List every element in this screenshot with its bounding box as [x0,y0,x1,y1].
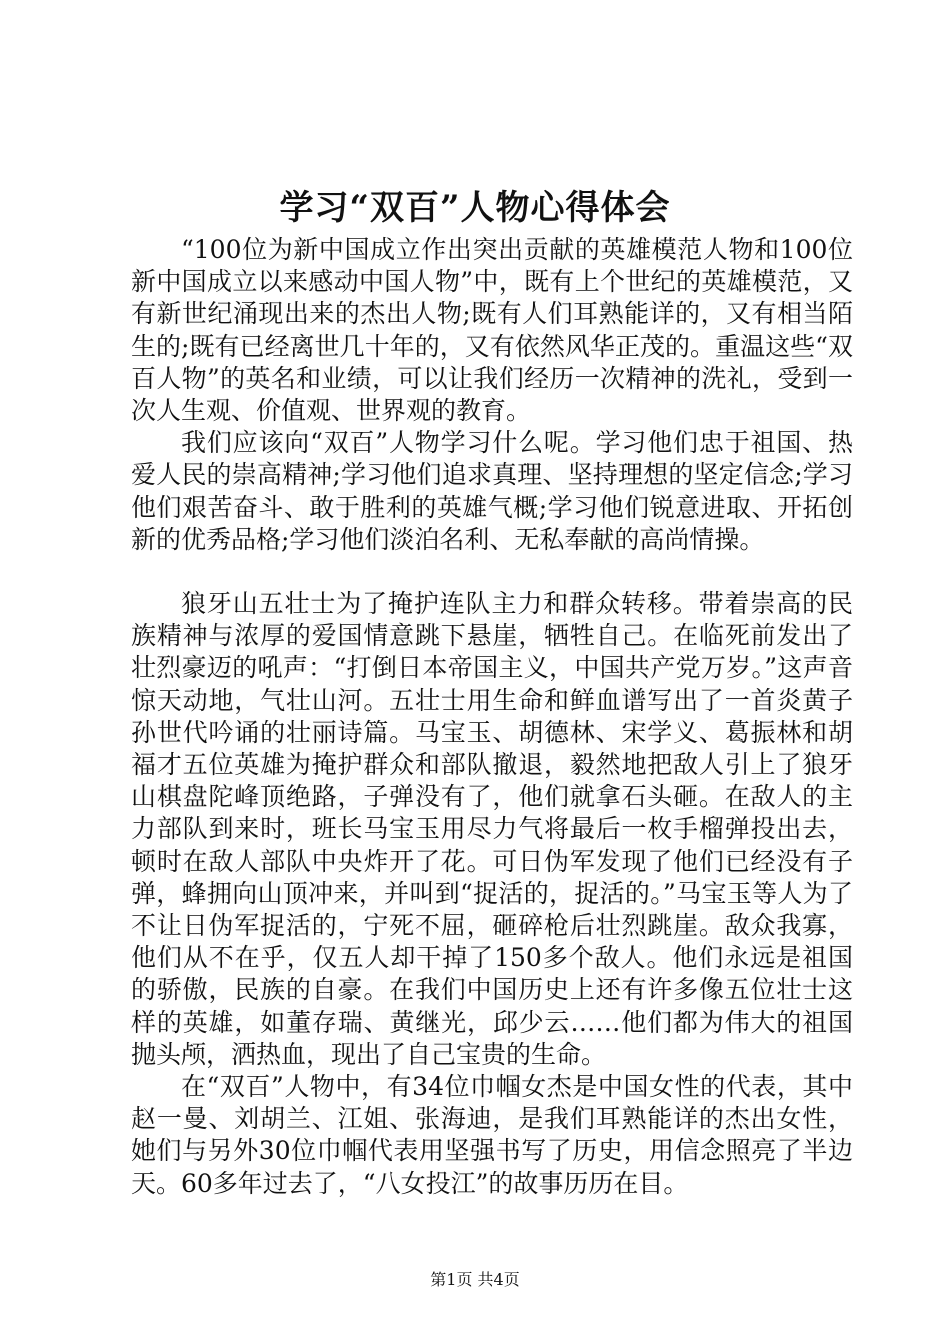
paragraph-langya-mountain: 狼牙山五壮士为了掩护连队主力和群众转移。带着崇高的民族精神与浓厚的爱国情意跳下悬崖，牺牲自己。在临死前发出了壮烈豪迈的吼声：“打倒日本帝国主义，中国共产党万岁。”这声音惊天动地，气壮山河。五壮士用生命和鲜血谱写出了一首炎黄子孙世代吟诵的壮丽诗篇。马宝玉、胡德林、宋学义、葛振林和胡福才五位英雄为掩护群众和部队撤退，毅然地把敌人引上了狼牙山棋盘陀峰顶绝路，子弹没有了，他们就拿石头砸。在敌人的主力部队到来时，班长马宝玉用尽力气将最后一枚手榴弹投出去，顿时在敌人部队中央炸开了花。可日伪军发现了他们已经没有子弹，蜂拥向山顶冲来，并叫到“捉活的，捉活的。”马宝玉等人为了不让日伪军捉活的，宁死不屈，砸碎枪后壮烈跳崖。敌众我寡，他们从不在乎，仅五人却干掉了150多个敌人。他们永远是祖国的骄傲，民族的自豪。在我们中国历史上还有许多像五位壮士这样的英雄，如董存瑞、黄继光，邱少云……他们都为伟大的祖国抛头颅，洒热血，现出了自己宝贵的生命。 [131,589,853,1069]
paragraph-intro: “100位为新中国成立作出突出贡献的英雄模范人物和100位新中国成立以来感动中国人物”中，既有上个世纪的英雄模范，又有新世纪涌现出来的杰出人物;既有人们耳熟能详的，又有相当陌生的;既有已经离世几十年的，又有依然风华正茂的。重温这些“双百人物”的英名和业绩，可以让我们经历一次精神的洗礼，受到一次人生观、价值观、世界观的教育。 [131,235,853,426]
page-title: 学习“双百”人物心得体会 [279,188,671,228]
document-body [131,234,853,1200]
paragraph-what-to-learn: 我们应该向“双百”人物学习什么呢。学习他们忠于祖国、热爱人民的崇高精神;学习他们追求真理、坚持理想的坚定信念;学习他们艰苦奋斗、敢于胜利的英雄气概;学习他们锐意进取、开拓创新的优秀品格;学习他们淡泊名利、无私奉献的高尚情操。 [131,428,853,554]
page-footer: 第1页 共4页 [430,1270,520,1289]
paragraph-heroines: 在“双百”人物中，有34位巾帼女杰是中国女性的代表，其中赵一曼、刘胡兰、江姐、张海迪，是我们耳熟能详的杰出女性，她们与另外30位巾帼代表用坚强书写了历史，用信念照亮了半边天。60多年过去了，“八女投江”的故事历历在目。 [131,1072,853,1198]
